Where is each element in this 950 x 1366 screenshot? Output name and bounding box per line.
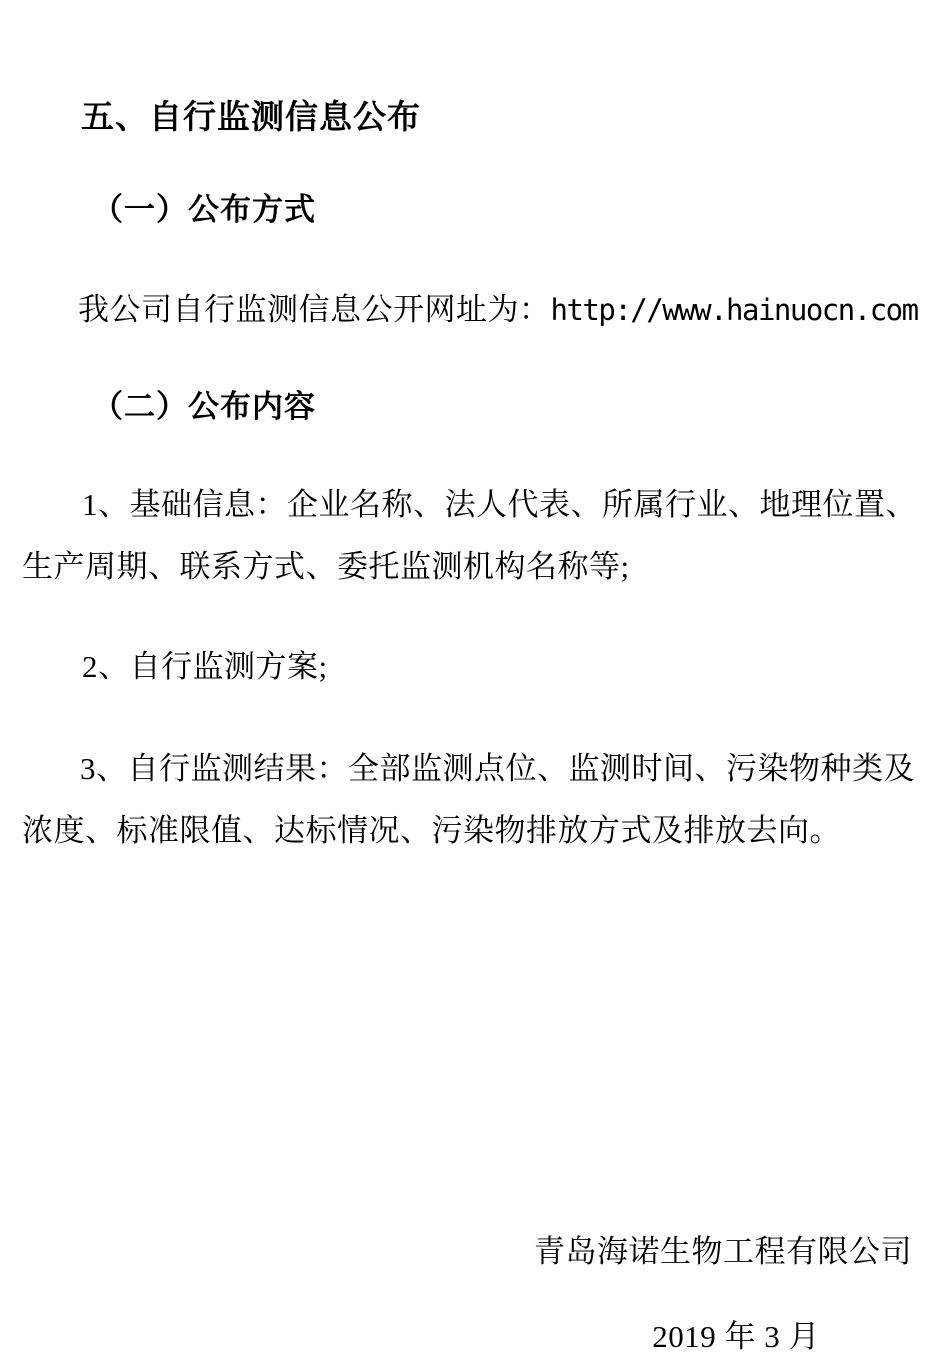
publication-url-intro: 我公司自行监测信息公开网址为：	[78, 292, 551, 327]
subsection-title-publication-content: （二）公布内容	[92, 389, 316, 424]
section-heading: 五、自行监测信息公布	[81, 98, 421, 135]
list-item-1-line-1: 1、基础信息：企业名称、法人代表、所属行业、地理位置、	[82, 487, 917, 522]
list-item-1-line-2: 生产周期、联系方式、委托监测机构名称等;	[22, 549, 630, 584]
list-item-3-line-1: 3、自行监测结果：全部监测点位、监测时间、污染物种类及	[80, 751, 915, 786]
publication-url: http://www.hainuocn.com	[550, 293, 918, 327]
list-item-2-line-1: 2、自行监测方案;	[82, 649, 328, 684]
publication-url-paragraph	[78, 290, 918, 330]
subsection-title-publication-method: （一）公布方式	[92, 192, 316, 227]
signature-company-name: 青岛海诺生物工程有限公司	[534, 1234, 912, 1269]
signature-date: 2019 年 3 月	[652, 1319, 820, 1354]
list-item-3-line-2: 浓度、标准限值、达标情况、污染物排放方式及排放去向。	[22, 813, 841, 848]
